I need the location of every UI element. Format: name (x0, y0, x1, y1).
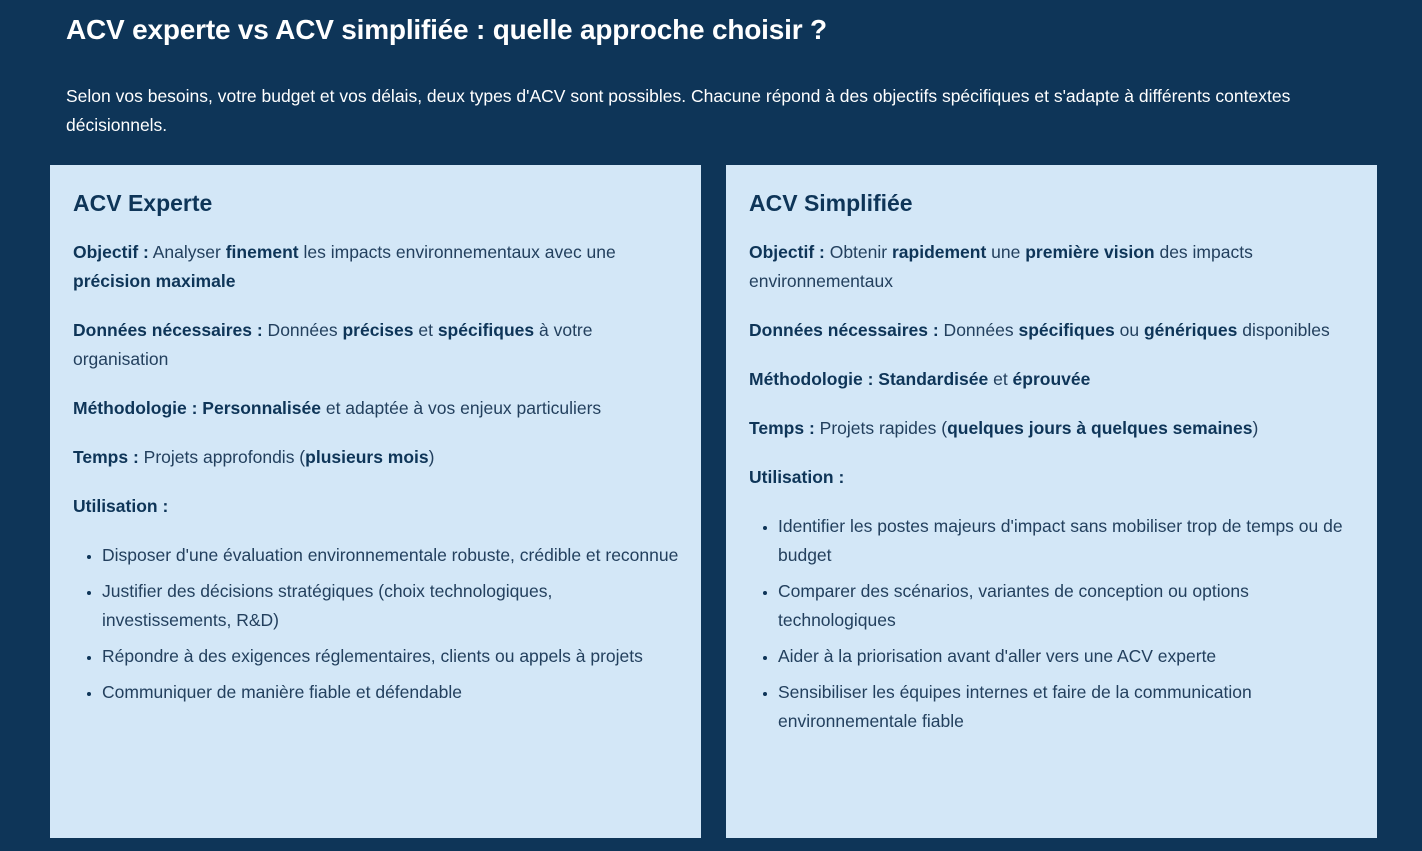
temps-label: Temps : (73, 447, 139, 467)
intro-paragraph: Selon vos besoins, votre budget et vos délais, deux types d'ACV sont possibles. Chacune répond à des objectifs spécifiques et s'adapte à différents contextes décisionnels. (66, 86, 1291, 135)
list-item: • Aider à la priorisation avant d'aller vers une ACV experte (778, 642, 1355, 671)
card-acv-simplifiee (726, 165, 1377, 838)
donnees-text: Données (938, 320, 1019, 340)
temps-row (73, 443, 679, 472)
objectif-emphasis: première vision (1025, 242, 1155, 262)
methodologie-emphasis: éprouvée (1012, 369, 1091, 389)
methodologie-label: Méthodologie : (749, 369, 874, 389)
page-title: ACV experte vs ACV simplifiée : quelle approche choisir ? (66, 14, 827, 45)
objectif-emphasis: précision maximale (73, 271, 236, 291)
list-item: • Disposer d'une évaluation environnementale robuste, crédible et reconnue (102, 541, 679, 570)
objectif-text: les impacts environnementaux avec une (298, 242, 616, 262)
donnees-text: et (413, 320, 438, 340)
objectif-emphasis: rapidement (891, 242, 987, 262)
donnees-label: Données nécessaires : (749, 320, 939, 340)
donnees-text: disponibles (1237, 320, 1330, 340)
list-item: • Sensibiliser les équipes internes et faire de la communication environnementale fiable (778, 678, 1355, 736)
temps-text: ) (428, 447, 435, 467)
donnees-row (73, 316, 679, 374)
donnees-text: ou (1114, 320, 1144, 340)
donnees-row (749, 316, 1355, 345)
card-acv-experte (50, 165, 701, 838)
utilisation-label: Utilisation : (73, 496, 169, 516)
temps-emphasis: plusieurs mois (305, 447, 429, 467)
list-item: • Répondre à des exigences réglementaires, clients ou appels à projets (102, 642, 679, 671)
methodologie-row (749, 365, 1355, 394)
objectif-label: Objectif : (749, 242, 825, 262)
utilisation-label: Utilisation : (749, 467, 845, 487)
temps-emphasis: quelques jours à quelques semaines (947, 418, 1253, 438)
donnees-emphasis: génériques (1143, 320, 1238, 340)
methodologie-emphasis: Standardisée (873, 369, 989, 389)
temps-text: Projets rapides ( (814, 418, 948, 438)
objectif-text: une (986, 242, 1026, 262)
objectif-row (749, 238, 1355, 296)
list-item: • Justifier des décisions stratégiques (choix technologiques, investissements, R&D) (102, 577, 679, 635)
card-title: ACV Experte (73, 190, 213, 216)
donnees-emphasis: spécifiques (1018, 320, 1115, 340)
donnees-emphasis: spécifiques (437, 320, 535, 340)
list-item: • Identifier les postes majeurs d'impact sans mobiliser trop de temps ou de budget (778, 512, 1355, 570)
objectif-text: Analyser (148, 242, 226, 262)
donnees-text: Données (262, 320, 343, 340)
methodologie-label: Méthodologie : (73, 398, 198, 418)
objectif-label: Objectif : (73, 242, 149, 262)
donnees-label: Données nécessaires : (73, 320, 263, 340)
objectif-emphasis: finement (225, 242, 299, 262)
temps-label: Temps : (749, 418, 815, 438)
objectif-row (73, 238, 679, 296)
objectif-text: Obtenir (824, 242, 892, 262)
objectif-text: des impacts environnementaux (749, 242, 1253, 291)
list-item: • Communiquer de manière fiable et défendable (102, 678, 679, 707)
temps-text: ) (1252, 418, 1259, 438)
methodologie-text: et adaptée à vos enjeux particuliers (320, 398, 602, 418)
list-item: • Comparer des scénarios, variantes de conception ou options technologiques (778, 577, 1355, 635)
donnees-emphasis: précises (342, 320, 414, 340)
temps-row (749, 414, 1355, 443)
methodologie-emphasis: Personnalisée (197, 398, 321, 418)
utilisation-list (73, 541, 679, 707)
methodologie-row (73, 394, 679, 423)
card-title: ACV Simplifiée (749, 190, 913, 216)
temps-text: Projets approfondis ( (138, 447, 306, 467)
donnees-text: à votre organisation (73, 320, 593, 369)
utilisation-list (749, 512, 1355, 736)
methodologie-text: et (988, 369, 1013, 389)
